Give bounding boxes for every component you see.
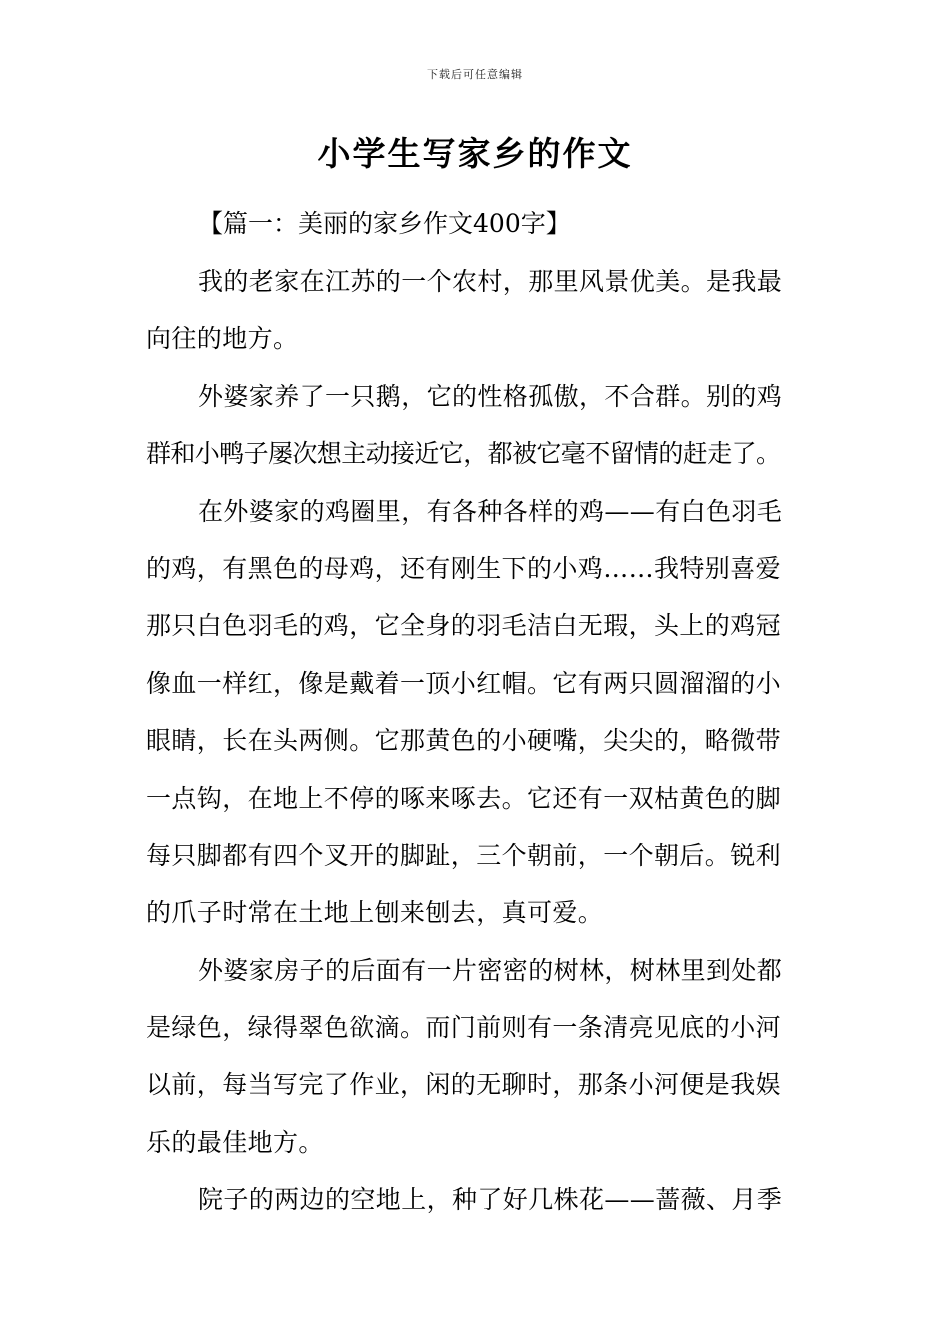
- paragraph-line: 那只白色羽毛的鸡，它全身的羽毛洁白无瑕，头上的鸡冠: [146, 611, 782, 641]
- paragraph-line: 一点钩，在地上不停的啄来啄去。它还有一双枯黄色的脚: [146, 783, 782, 813]
- paragraph-line: 像血一样红，像是戴着一顶小红帽。它有两只圆溜溜的小: [146, 668, 782, 698]
- paragraph-line: 外婆家养了一只鹅，它的性格孤傲，不合群。别的鸡: [198, 381, 783, 411]
- body-text: [146, 253, 808, 1229]
- paragraph-line: 院子的两边的空地上，种了好几株花——蔷薇、月季: [198, 1185, 783, 1215]
- paragraph-line: 向往的地方。: [146, 324, 299, 354]
- paragraph-line: 每只脚都有四个叉开的脚趾，三个朝前，一个朝后。锐利: [146, 840, 782, 870]
- document-title: 小学生写家乡的作文: [317, 134, 633, 173]
- paragraph-line: 眼睛，长在头两侧。它那黄色的小硬嘴，尖尖的，略微带: [146, 726, 782, 756]
- paragraph-line: 的鸡，有黑色的母鸡，还有刚生下的小鸡……我特别喜爱: [146, 553, 782, 583]
- paragraph-line: 我的老家在江苏的一个农村，那里风景优美。是我最: [198, 267, 783, 296]
- header-note: 下载后可任意编辑: [427, 68, 523, 81]
- section-heading: 【篇一：美丽的家乡作文400字】: [198, 209, 571, 238]
- paragraph-line: 以前，每当写完了作业，闲的无聊时，那条小河便是我娱: [146, 1070, 782, 1100]
- paragraph-line: 外婆家房子的后面有一片密密的树林，树林里到处都: [198, 955, 783, 985]
- paragraph-line: 在外婆家的鸡圈里，有各种各样的鸡——有白色羽毛: [198, 496, 783, 526]
- paragraph-line: 群和小鸭子屡次想主动接近它，都被它毫不留情的赶走了。: [146, 439, 781, 469]
- paragraph-line: 乐的最佳地方。: [146, 1127, 324, 1157]
- paragraph-line: 是绿色，绿得翠色欲滴。而门前则有一条清亮见底的小河: [146, 1013, 782, 1043]
- paragraph-line: 的爪子时常在土地上刨来刨去，真可爱。: [146, 898, 604, 928]
